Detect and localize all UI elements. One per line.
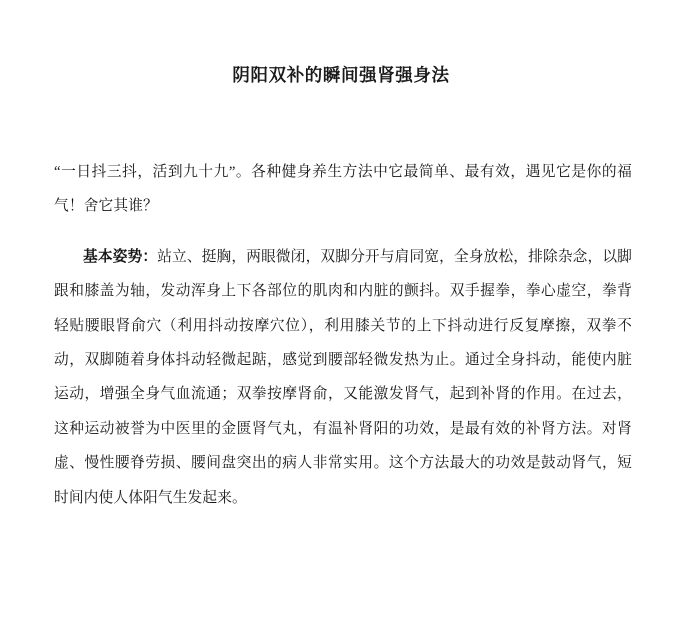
page-title: 阴阳双补的瞬间强肾强身法	[232, 65, 450, 85]
paragraph-intro	[54, 155, 632, 224]
paragraph-basic-posture-text: 站立、挺胸，两眼微闭，双脚分开与肩同宽，全身放松，排除杂念，以脚跟和膝盖为轴，发动浑身上下各部位的肌肉和内脏的颤抖。双手握拳，拳心虚空，拳背轻贴腰眼肾俞穴（利用抖动按摩穴位），利用膝关节的上下抖动进行反复摩擦，双拳不动，双脚随着身体抖动轻微起踮，感觉到腰部轻微发热为止。通过全身抖动，能使内脏运动，增强全身气血流通；双拳按摩肾俞，又能激发肾气，起到补肾的作用。在过去，这种运动被誉为中医里的金匮肾气丸，有温补肾阳的功效，是最有效的补肾方法。对肾虚、慢性腰脊劳损、腰间盘突出的病人非常实用。这个方法最大的功效是鼓动肾气，短时间内使人体阳气生发起来。	[54, 248, 633, 506]
document-body	[54, 155, 632, 515]
paragraph-intro-text: “一日抖三抖，活到九十九”。各种健身养生方法中它最简单、最有效，遇见它是你的福气！舍它其谁？	[54, 164, 632, 215]
paragraph-basic-posture	[54, 240, 632, 515]
paragraph-basic-posture-label: 基本姿势：	[83, 248, 158, 265]
